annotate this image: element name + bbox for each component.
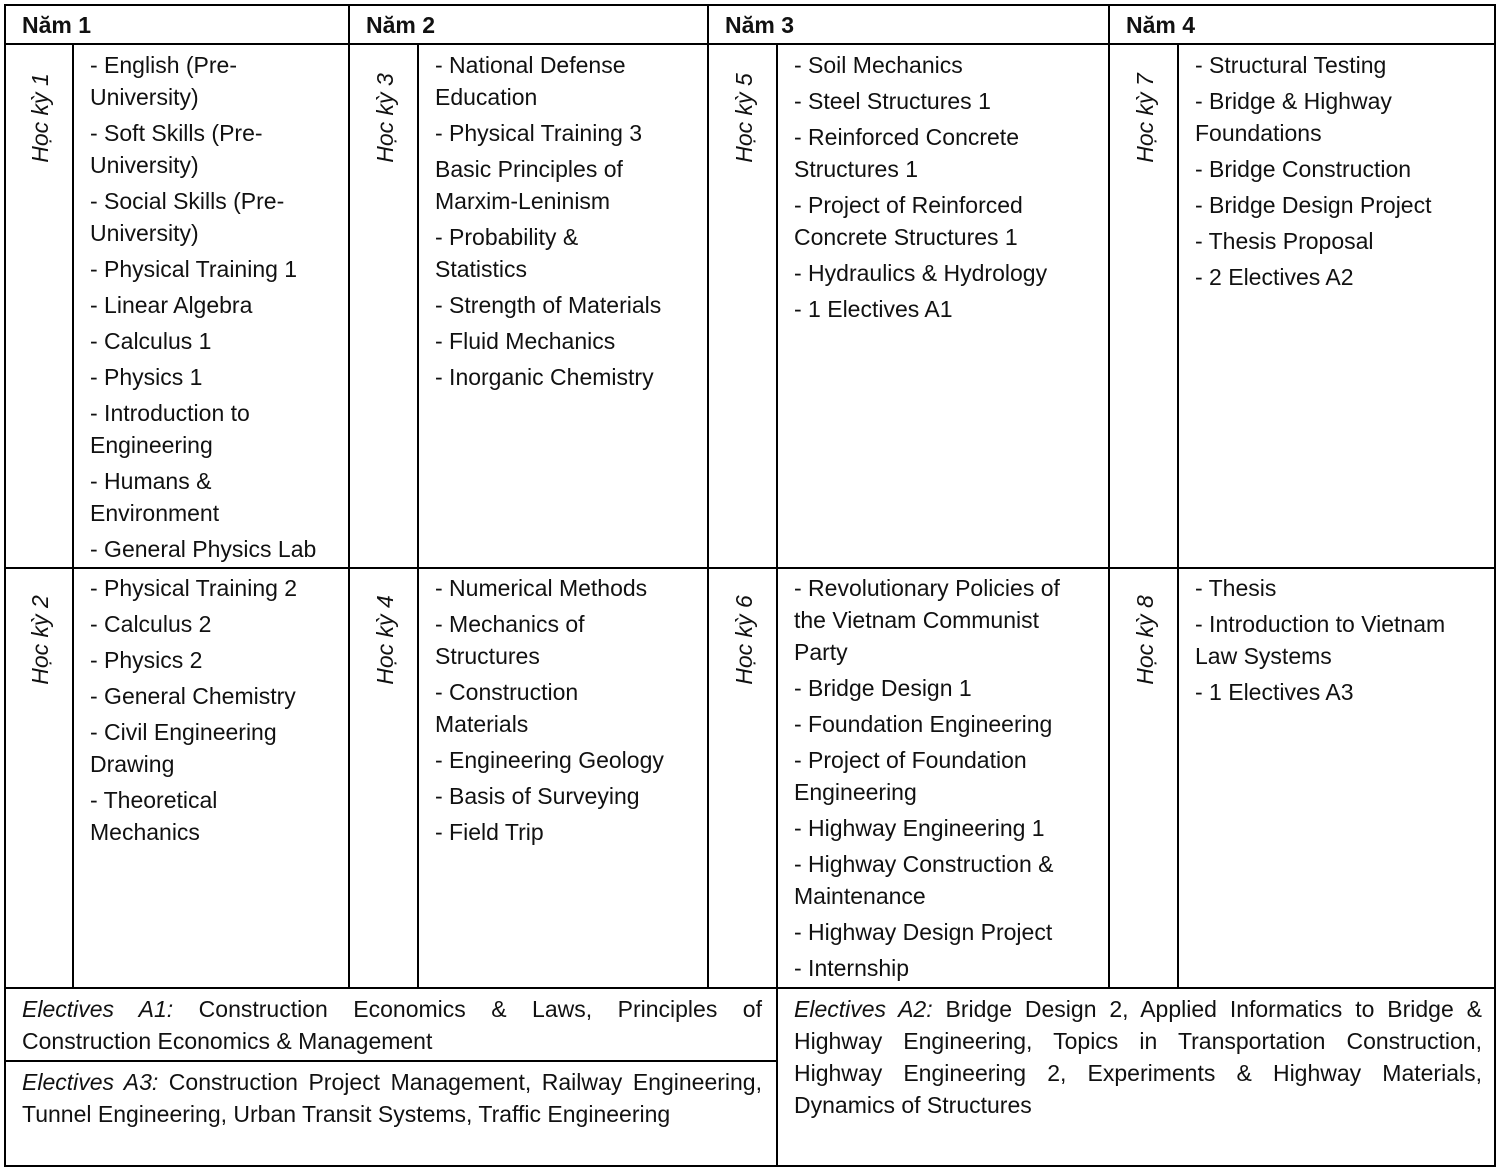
electives-a2 bbox=[794, 993, 1482, 1121]
semester-divider-3 bbox=[776, 43, 778, 989]
course-item: - Construction Materials bbox=[435, 679, 579, 737]
course-item: - Linear Algebra bbox=[90, 292, 253, 318]
electives-text: Construction Project Management, Railway Engineering, Tunnel Engineering, Urban Transit Systems, Traffic Engineering bbox=[22, 1069, 762, 1127]
electives-text: Bridge Design 2, Applied Informatics to Bridge & Highway Engineering, Topics in Transportation Construction, Highway Engineering 2, Experiments & Highway Materials, Dynamics of Structures bbox=[794, 996, 1482, 1118]
course-item: - Bridge Design Project bbox=[1195, 192, 1432, 218]
course-item: - Highway Engineering 1 bbox=[794, 815, 1045, 841]
course-item: - Engineering Geology bbox=[435, 747, 664, 773]
course-item: - Introduction to Engineering bbox=[90, 400, 250, 458]
course-item: - Reinforced Concrete Structures 1 bbox=[794, 124, 1019, 182]
electives-left-divider bbox=[4, 1060, 778, 1062]
course-item: - Physical Training 2 bbox=[90, 575, 298, 601]
course-item: - Fluid Mechanics bbox=[435, 328, 616, 354]
table-border-bottom bbox=[4, 1165, 1496, 1167]
course-item: - Bridge Construction bbox=[1195, 156, 1412, 182]
semester-label: Học kỳ 6 bbox=[731, 595, 757, 685]
semester-label: Học kỳ 7 bbox=[1132, 73, 1158, 163]
semester-label: Học kỳ 4 bbox=[372, 595, 398, 685]
electives-label: Electives A1: bbox=[22, 996, 174, 1022]
course-list bbox=[794, 572, 1106, 988]
course-item: - Soil Mechanics bbox=[794, 52, 963, 78]
course-item: - Structural Testing bbox=[1195, 52, 1387, 78]
course-item: - Bridge Design 1 bbox=[794, 675, 972, 701]
year-header: Năm 3 bbox=[725, 12, 795, 38]
course-item: - Revolutionary Policies of the Vietnam Communist Party bbox=[794, 575, 1060, 665]
course-item: Basic Principles of Marxim-Leninism bbox=[435, 156, 623, 214]
course-item: - Civil Engineering Drawing bbox=[90, 719, 277, 777]
semester-label: Học kỳ 2 bbox=[27, 595, 53, 685]
course-item: - 1 Electives A3 bbox=[1195, 679, 1354, 705]
semester-label: Học kỳ 1 bbox=[27, 73, 53, 163]
course-item: - Physics 1 bbox=[90, 364, 203, 390]
semester-label: Học kỳ 5 bbox=[731, 73, 757, 163]
semester-label: Học kỳ 3 bbox=[372, 73, 398, 163]
year-divider-2 bbox=[707, 4, 709, 989]
course-item: - National Defense Education bbox=[435, 52, 626, 110]
electives-divider bbox=[4, 987, 1496, 989]
course-list bbox=[90, 572, 346, 852]
table-border-top bbox=[4, 4, 1496, 6]
electives-a3 bbox=[22, 1066, 762, 1130]
table-border-right bbox=[1494, 4, 1496, 1167]
semester-divider-4 bbox=[1177, 43, 1179, 989]
course-item: - Thesis Proposal bbox=[1195, 228, 1374, 254]
table-border-left bbox=[4, 4, 6, 1167]
course-item: - 1 Electives A1 bbox=[794, 296, 953, 322]
year-header: Năm 2 bbox=[366, 12, 436, 38]
course-item: - Highway Construction & Maintenance bbox=[794, 851, 1054, 909]
course-item: - English (Pre- University) bbox=[90, 52, 237, 110]
course-item: - Strength of Materials bbox=[435, 292, 662, 318]
course-list bbox=[1195, 572, 1492, 712]
course-item: - General Chemistry bbox=[90, 683, 296, 709]
course-item: - Thesis bbox=[1195, 575, 1277, 601]
semester-divider-1 bbox=[72, 43, 74, 989]
course-item: - Theoretical Mechanics bbox=[90, 787, 218, 845]
year-divider-3 bbox=[1108, 4, 1110, 989]
course-item: - Soft Skills (Pre- University) bbox=[90, 120, 263, 178]
electives-text: Construction Economics & Laws, Principles of Construction Economics & Management bbox=[22, 996, 762, 1054]
course-list bbox=[1195, 49, 1492, 297]
year-header: Năm 4 bbox=[1126, 12, 1196, 38]
course-item: - Humans & Environment bbox=[90, 468, 220, 526]
semester-label: Học kỳ 8 bbox=[1132, 595, 1158, 685]
course-item: - Foundation Engineering bbox=[794, 711, 1053, 737]
course-item: - Introduction to Vietnam Law Systems bbox=[1195, 611, 1446, 669]
course-item: - Numerical Methods bbox=[435, 575, 648, 601]
course-list bbox=[435, 49, 705, 397]
electives-label: Electives A3: bbox=[22, 1069, 159, 1095]
course-item: - Project of Reinforced Concrete Structures 1 bbox=[794, 192, 1023, 250]
semester-divider-2 bbox=[417, 43, 419, 989]
electives-a1 bbox=[22, 993, 762, 1057]
course-item: - Social Skills (Pre- University) bbox=[90, 188, 285, 246]
course-item: - Physics 2 bbox=[90, 647, 203, 673]
course-item: - Internship bbox=[794, 955, 910, 981]
course-list bbox=[435, 572, 705, 852]
course-item: - Physical Training 3 bbox=[435, 120, 643, 146]
course-item: - 2 Electives A2 bbox=[1195, 264, 1354, 290]
course-item: - Bridge & Highway Foundations bbox=[1195, 88, 1392, 146]
course-item: - Hydraulics & Hydrology bbox=[794, 260, 1048, 286]
electives-divider-vertical bbox=[776, 987, 778, 1167]
course-item: - General Physics Lab bbox=[90, 536, 317, 562]
year-header: Năm 1 bbox=[22, 12, 92, 38]
course-item: - Calculus 1 bbox=[90, 328, 212, 354]
curriculum-table bbox=[4, 4, 1496, 1167]
course-item: - Steel Structures 1 bbox=[794, 88, 991, 114]
course-item: - Project of Foundation Engineering bbox=[794, 747, 1027, 805]
course-item: - Highway Design Project bbox=[794, 919, 1053, 945]
year-divider-1 bbox=[348, 4, 350, 989]
header-divider bbox=[4, 43, 1496, 45]
course-item: - Basis of Surveying bbox=[435, 783, 640, 809]
electives-label: Electives A2: bbox=[794, 996, 933, 1022]
course-list bbox=[794, 49, 1106, 329]
course-item: - Mechanics of Structures bbox=[435, 611, 585, 669]
course-item: - Probability & Statistics bbox=[435, 224, 579, 282]
course-item: - Inorganic Chemistry bbox=[435, 364, 654, 390]
course-item: - Field Trip bbox=[435, 819, 544, 845]
course-item: - Physical Training 1 bbox=[90, 256, 298, 282]
course-item: - Calculus 2 bbox=[90, 611, 212, 637]
course-list bbox=[90, 49, 346, 569]
